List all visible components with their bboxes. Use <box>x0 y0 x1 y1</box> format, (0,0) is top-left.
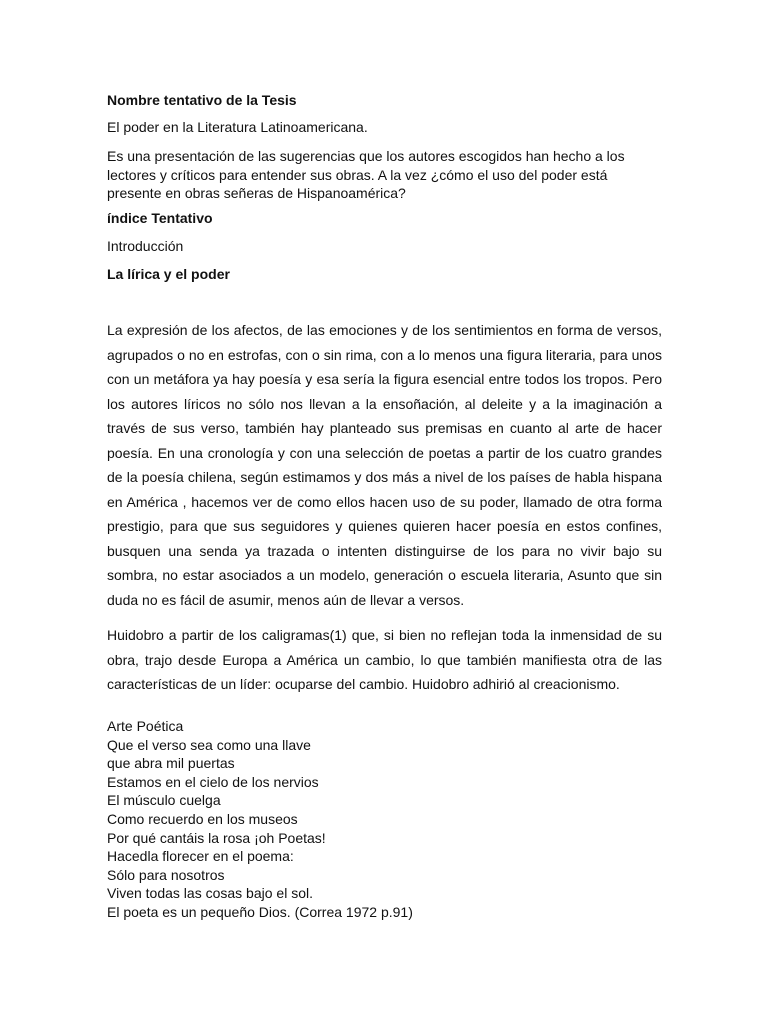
poem-line: que abra mil puertas <box>107 755 235 772</box>
poem-line: Por qué cantáis la rosa ¡oh Poetas! <box>107 829 326 846</box>
poem-line: Viven todas las cosas bajo el sol. <box>107 885 313 902</box>
index-heading: índice Tentativo <box>107 210 213 226</box>
body-paragraph-1: La expresión de los afectos, de las emociones y de los sentimientos en forma de versos, agrupados o no en estrofas, con o sin rima, con a lo menos una figura literaria, para unos con un metáfora ya hay poesía y esa sería la figura esencial entre todos los tropos. Pero los autores líricos no sólo nos llevan a la ensoñación, al deleite y a la imaginación a través de sus verso, también hay planteado sus premisas en cuanto al arte de hacer poesía. En una cronología y con una selección de poetas a partir de los cuatro grandes de la poesía chilena, según estimamos y dos más a nivel de los países de habla hispana en América , hacemos ver de como ellos hacen uso de su poder, llamado de otra forma prestigio, para que sus seguidores y quienes quieren hacer poesía en estos confines, busquen una senda ya trazada o intenten distinguirse de los para no vivir bajo su sombra, no estar asociados a un modelo, generación o escuela literaria, Asunto que sin duda no es fácil de asumir, menos aún de llevar a versos. <box>107 322 662 608</box>
poem-line: Que el verso sea como una llave <box>107 736 311 753</box>
poem-line: El músculo cuelga <box>107 792 221 809</box>
poem-line: Estamos en el cielo de los nervios <box>107 773 319 790</box>
introduction-label: Introducción <box>107 238 184 254</box>
body-paragraph-2: Huidobro a partir de los caligramas(1) que, si bien no reflejan toda la inmensidad de su obra, trajo desde Europa a América un cambio, lo que también manifiesta otra de las características de un líder: ocuparse del cambio. Huidobro adhirió al creacionismo. <box>107 627 662 692</box>
section-heading: La lírica y el poder <box>107 266 230 282</box>
poem-line: Como recuerdo en los museos <box>107 810 298 827</box>
poem-citation-line: El poeta es un pequeño Dios. (Correa 1972 p.91) <box>107 903 413 920</box>
intro-paragraph: Es una presentación de las sugerencias que los autores escogidos han hecho a los lectores y críticos para entender sus obras. A la vez ¿cómo el uso del poder está presente en obras señeras de Hispanoamérica? <box>107 148 625 201</box>
poem-title: Arte Poética <box>107 718 184 734</box>
poem-line: Hacedla florecer en el poema: <box>107 848 294 865</box>
poem-block <box>107 717 662 922</box>
thesis-heading: Nombre tentativo de la Tesis <box>107 92 297 108</box>
poem-line: Sólo para nosotros <box>107 866 225 883</box>
thesis-title: El poder en la Literatura Latinoamericana. <box>107 119 368 135</box>
